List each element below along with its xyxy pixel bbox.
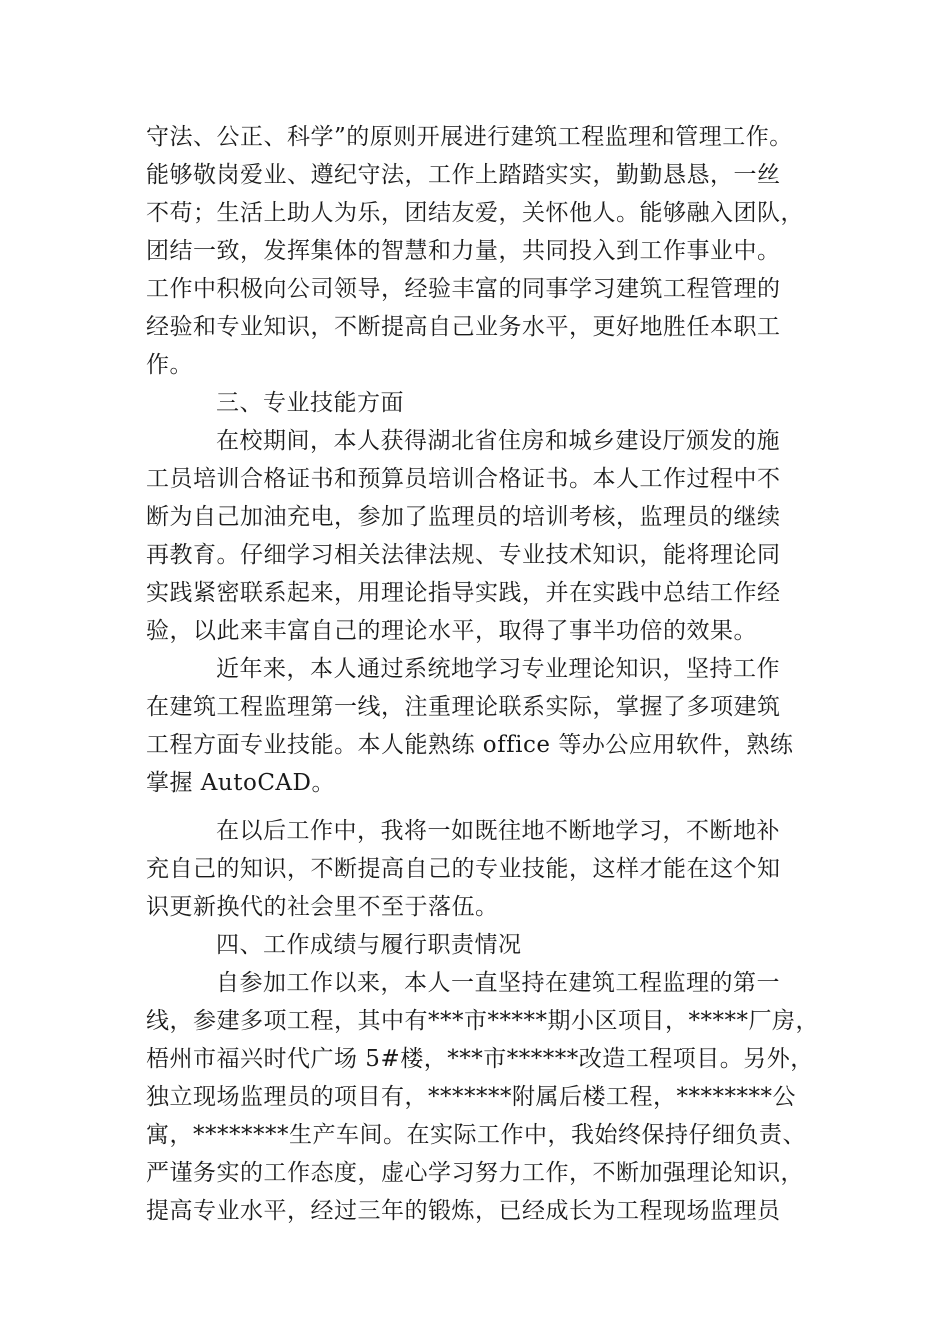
text-line: 作。 (146, 352, 193, 378)
text-line: 不苟；生活上助人为乐，团结友爱，关怀他人。能够融入团队， (146, 200, 804, 226)
text-line: 团结一致，发挥集体的智慧和力量，共同投入到工作事业中。 (146, 238, 781, 264)
text-line: 近年来，本人通过系统地学习专业理论知识，坚持工作 (216, 656, 780, 682)
text-line: 经验和专业知识，不断提高自己业务水平，更好地胜任本职工 (146, 314, 781, 340)
section-heading: 三、专业技能方面 (216, 390, 404, 416)
text-line: 掌握 AutoCAD。 (146, 770, 335, 796)
text-line: 能够敬岗爱业、遵纪守法，工作上踏踏实实，勤勤恳恳，一丝 (146, 162, 781, 188)
text-line: 工程方面专业技能。本人能熟练 office 等办公应用软件，熟练 (146, 732, 794, 758)
text-line: 再教育。仔细学习相关法律法规、专业技术知识，能将理论同 (146, 542, 781, 568)
text-line: 实践紧密联系起来，用理论指导实践，并在实践中总结工作经 (146, 580, 781, 606)
text-line: 工作中积极向公司领导，经验丰富的同事学习建筑工程管理的 (146, 276, 781, 302)
text-line: 自参加工作以来，本人一直坚持在建筑工程监理的第一 (216, 970, 780, 996)
text-line: 识更新换代的社会里不至于落伍。 (146, 894, 499, 920)
text-line: 守法、公正、科学”的原则开展进行建筑工程监理和管理工作。 (146, 124, 793, 150)
text-line: 严谨务实的工作态度，虚心学习努力工作，不断加强理论知识， (146, 1160, 804, 1186)
text-line: 线，参建多项工程，其中有***市*****期小区项目，*****厂房， (146, 1008, 819, 1034)
text-line: 独立现场监理员的项目有，*******附属后楼工程，********公 (146, 1084, 796, 1110)
text-line: 提高专业水平，经过三年的锻炼，已经成长为工程现场监理员 (146, 1198, 781, 1224)
text-line: 充自己的知识，不断提高自己的专业技能，这样才能在这个知 (146, 856, 781, 882)
text-line: 验，以此来丰富自己的理论水平，取得了事半功倍的效果。 (146, 618, 757, 644)
text-line: 在建筑工程监理第一线，注重理论联系实际，掌握了多项建筑 (146, 694, 781, 720)
text-line: 在以后工作中，我将一如既往地不断地学习，不断地补 (216, 818, 780, 844)
text-line: 工员培训合格证书和预算员培训合格证书。本人工作过程中不 (146, 466, 781, 492)
text-line: 寓，********生产车间。在实际工作中，我始终保持仔细负责、 (146, 1122, 806, 1148)
text-line: 梧州市福兴时代广场 5#楼，***市******改造工程项目。另外， (146, 1046, 814, 1072)
section-heading: 四、工作成绩与履行职责情况 (216, 932, 522, 958)
text-line: 在校期间，本人获得湖北省住房和城乡建设厅颁发的施 (216, 428, 780, 454)
text-line: 断为自己加油充电，参加了监理员的培训考核，监理员的继续 (146, 504, 781, 530)
